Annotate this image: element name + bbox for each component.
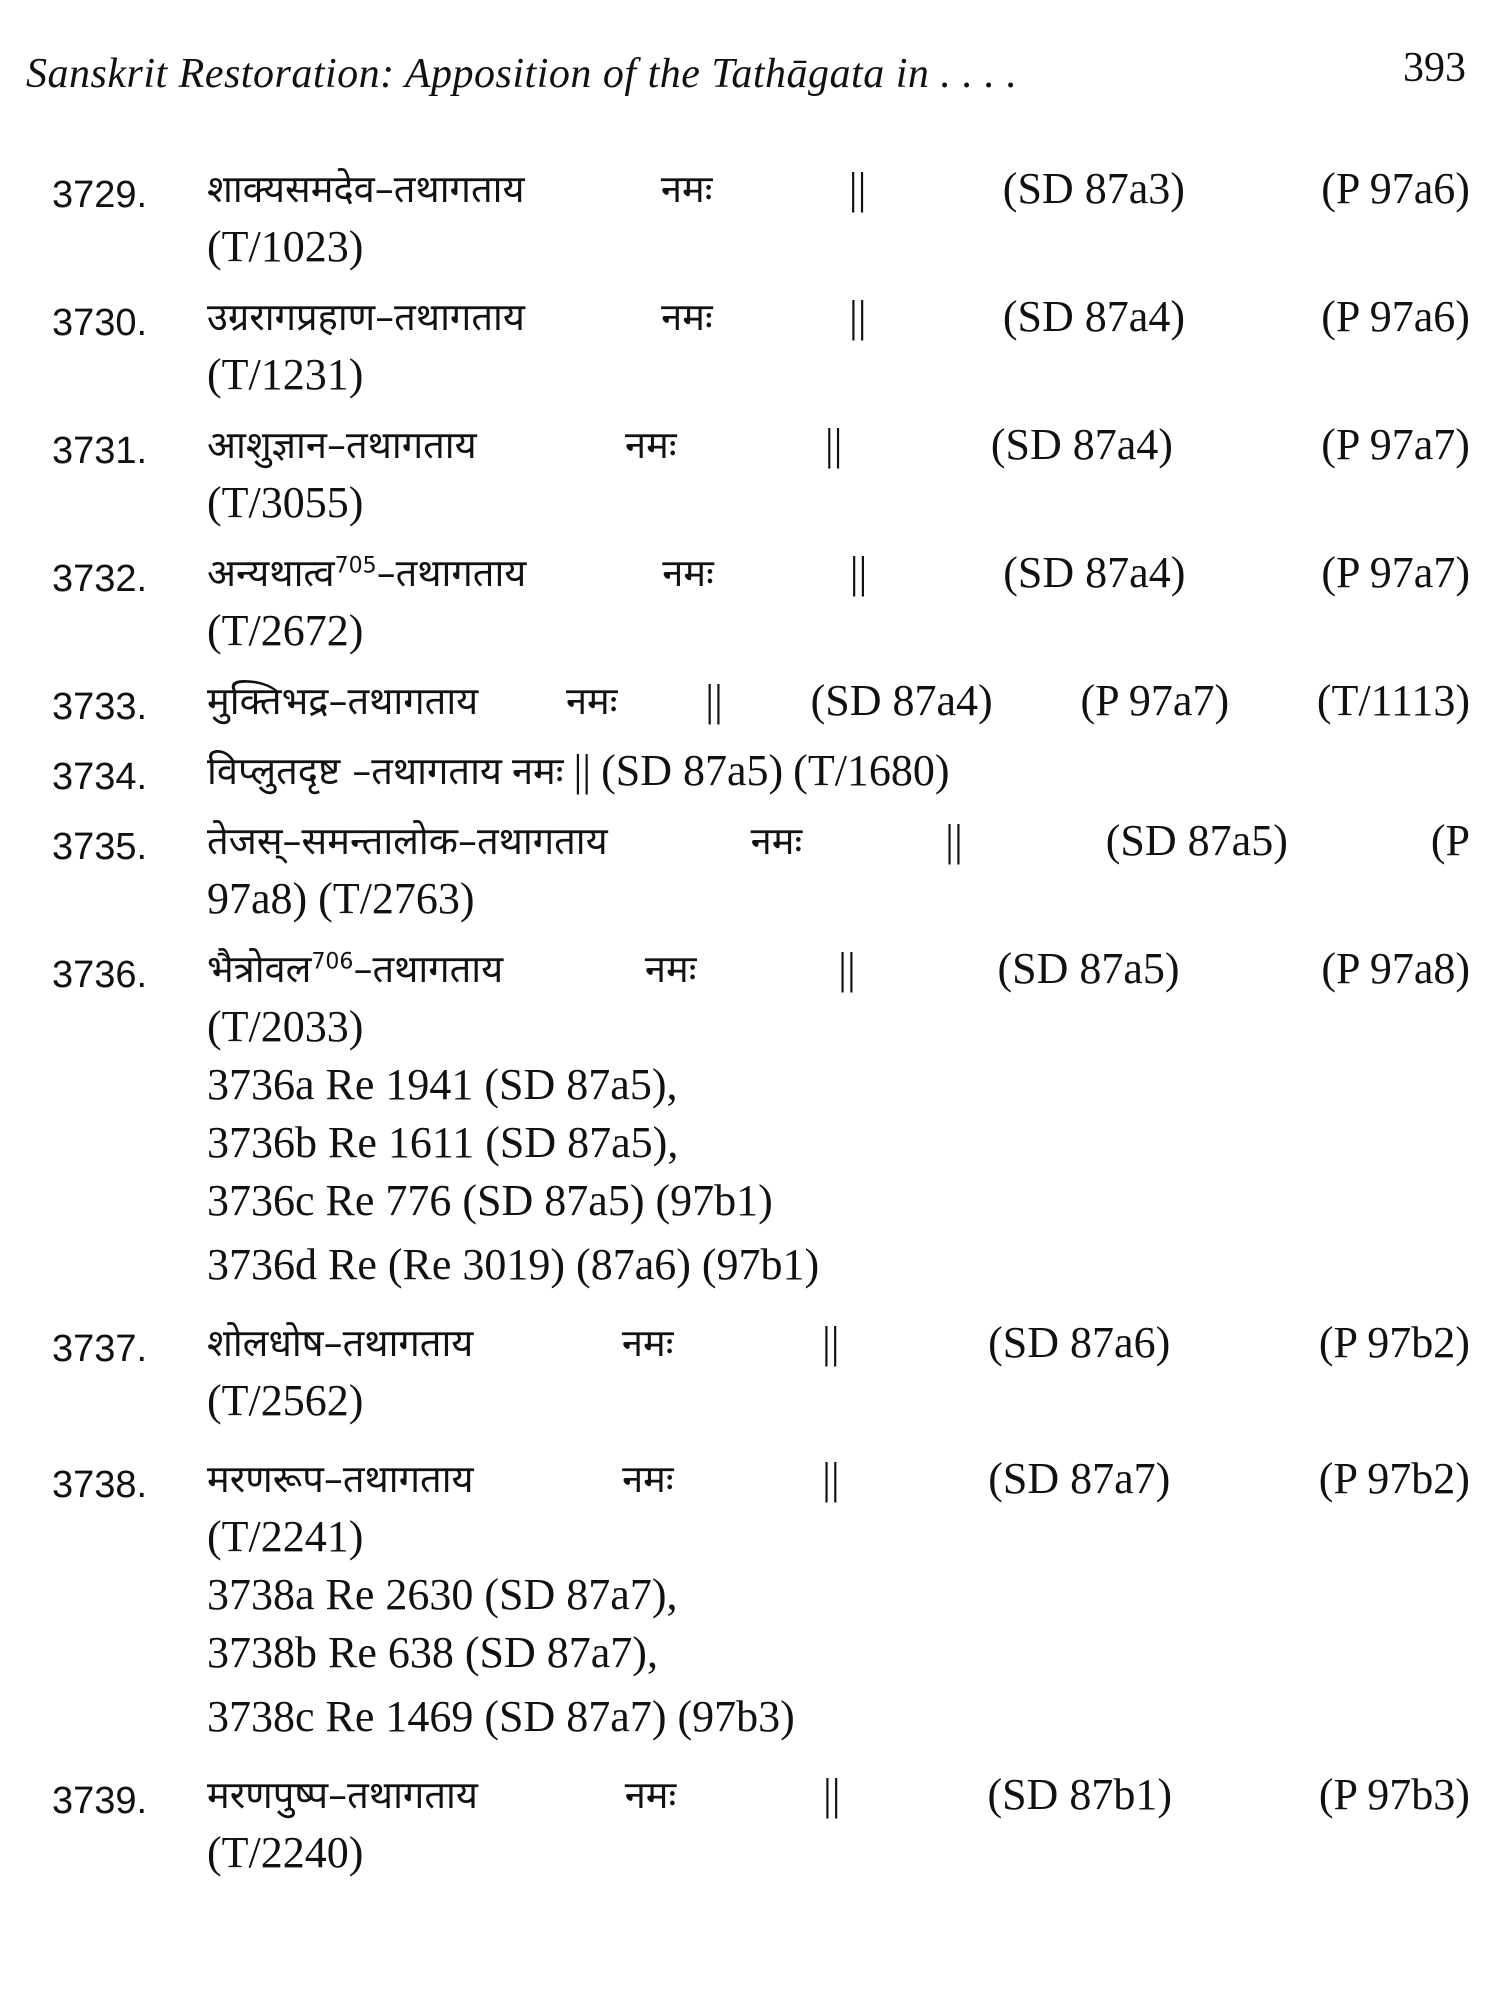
- namah: नमः: [661, 295, 713, 339]
- re-reference: 3736c Re 776 (SD 87a5) (97b1): [207, 1176, 773, 1225]
- double-danda: ||: [573, 746, 592, 795]
- p-reference: (P 97a8): [1321, 944, 1470, 993]
- entry-3733: [0, 672, 1470, 730]
- double-danda: ||: [822, 1454, 840, 1503]
- entry-3734: [0, 742, 1470, 800]
- footnote-marker: 706: [311, 949, 354, 975]
- t-reference: (T/2241): [207, 1512, 364, 1561]
- sanskrit-name: आशुज्ञान–तथागताय: [207, 423, 477, 467]
- sanskrit-name: विप्लुतदृष्ट –तथागताय: [207, 749, 502, 793]
- entry-3737: [0, 1314, 1470, 1430]
- re-reference: 3738a Re 2630 (SD 87a7),: [207, 1570, 678, 1619]
- double-danda: ||: [849, 548, 868, 597]
- p-reference: (P 97a6): [1321, 164, 1470, 213]
- sd-reference: (SD 87a5): [997, 944, 1180, 993]
- t-reference: (T/1023): [207, 222, 364, 271]
- sanskrit-name: मुक्तिभद्र–तथागताय: [207, 679, 479, 723]
- entry-number: 3731.: [52, 430, 148, 472]
- entry-number: 3733.: [52, 686, 148, 728]
- entry-3739: [0, 1766, 1470, 1882]
- re-reference: 3736b Re 1611 (SD 87a5),: [207, 1118, 679, 1167]
- namah: नमः: [511, 749, 564, 793]
- double-danda: ||: [821, 1318, 840, 1367]
- sd-reference: (SD 87a6): [988, 1318, 1171, 1367]
- sanskrit-name: शोलधोष–तथागताय: [207, 1321, 474, 1365]
- entry-number: 3732.: [52, 558, 148, 600]
- entry-3729: [0, 160, 1470, 276]
- sanskrit-name: शाक्यसमदेव–तथागताय: [207, 167, 525, 211]
- p-reference: (P 97b2): [1318, 1454, 1470, 1503]
- double-danda: ||: [705, 676, 723, 725]
- re-reference: 3736a Re 1941 (SD 87a5),: [207, 1060, 678, 1109]
- p-reference: (P 97a6): [1321, 292, 1470, 341]
- t-reference: (T/2562): [207, 1376, 364, 1425]
- entry-number: 3735.: [52, 826, 148, 868]
- sanskrit-name: मरणरूप–तथागताय: [207, 1457, 474, 1501]
- sanskrit-name: मरणपुष्प–तथागताय: [207, 1773, 478, 1817]
- t-reference: (T/2240): [207, 1828, 364, 1877]
- entry-3731: [0, 416, 1470, 532]
- namah: नमः: [644, 947, 697, 991]
- double-danda: ||: [838, 944, 856, 993]
- t-reference: (T/2672): [207, 606, 364, 655]
- namah: नमः: [565, 679, 618, 723]
- t-reference: (T/1680): [793, 746, 950, 795]
- re-reference: 3736d Re (Re 3019) (87a6) (97b1): [207, 1240, 820, 1289]
- t-reference: (T/1113): [1316, 676, 1470, 725]
- entry-3730: [0, 288, 1470, 404]
- namah: नमः: [621, 1321, 674, 1365]
- entry-number: 3738.: [52, 1464, 148, 1506]
- entry-number: 3737.: [52, 1328, 148, 1370]
- sd-reference: (SD 87a5): [1105, 816, 1288, 865]
- t-reference: (T/2033): [207, 1002, 364, 1051]
- sd-reference: (SD 87a4): [1002, 292, 1185, 341]
- entry-3735: [0, 812, 1470, 928]
- double-danda: ||: [824, 420, 843, 469]
- p-reference: (P 97a7): [1321, 420, 1470, 469]
- sd-reference: (SD 87a3): [1002, 164, 1185, 213]
- sd-reference: (SD 87b1): [987, 1770, 1172, 1819]
- p-reference: (P: [1430, 816, 1470, 865]
- running-title: Sanskrit Restoration: Apposition of the Tathāgata in . . . .: [26, 51, 1018, 97]
- entry-number: 3734.: [52, 756, 148, 798]
- sanskrit-name: अन्यथात्व$^{705}$–तथागताय: [207, 551, 527, 595]
- double-danda: ||: [823, 1770, 841, 1819]
- namah: नमः: [750, 819, 803, 863]
- entry-number: 3736.: [52, 954, 148, 996]
- sanskrit-name: भैत्रोवल$^{706}$–तथागताय: [207, 947, 504, 991]
- namah: नमः: [625, 423, 677, 467]
- continued-reference: 97a8) (T/2763): [207, 874, 475, 923]
- entry-3736: [0, 940, 1470, 1294]
- sd-reference: (SD 87a4): [1003, 548, 1186, 597]
- entry-number: 3729.: [52, 174, 148, 216]
- sanskrit-name: उग्ररागप्रहाण–तथागताय: [207, 295, 525, 339]
- entry-list: [0, 160, 1500, 1882]
- entry-3732: [0, 544, 1470, 660]
- re-reference: 3738c Re 1469 (SD 87a7) (97b3): [207, 1692, 795, 1741]
- running-header: [26, 45, 1466, 110]
- double-danda: ||: [945, 816, 963, 865]
- t-reference: (T/3055): [207, 478, 364, 527]
- entry-number: 3730.: [52, 302, 148, 344]
- footnote-marker: 705: [334, 553, 377, 579]
- sanskrit-name: तेजस्–समन्तालोक–तथागताय: [207, 819, 608, 863]
- re-reference: 3738b Re 638 (SD 87a7),: [207, 1628, 658, 1677]
- double-danda: ||: [848, 164, 867, 213]
- sd-reference: (SD 87a7): [988, 1454, 1171, 1503]
- namah: नमः: [662, 551, 714, 595]
- p-reference: (P 97b2): [1318, 1318, 1470, 1367]
- namah: नमः: [622, 1457, 674, 1501]
- p-reference: (P 97b3): [1318, 1770, 1470, 1819]
- sd-reference: (SD 87a5): [601, 746, 784, 795]
- page-number: 393: [1403, 45, 1466, 91]
- sd-reference: (SD 87a4): [810, 676, 993, 725]
- entry-number: 3739.: [52, 1780, 148, 1822]
- namah: नमः: [660, 167, 713, 211]
- p-reference: (P 97a7): [1080, 676, 1230, 725]
- entry-3738: [0, 1450, 1470, 1746]
- t-reference: (T/1231): [207, 350, 364, 399]
- p-reference: (P 97a7): [1321, 548, 1470, 597]
- namah: नमः: [624, 1773, 677, 1817]
- sd-reference: (SD 87a4): [990, 420, 1173, 469]
- double-danda: ||: [848, 292, 867, 341]
